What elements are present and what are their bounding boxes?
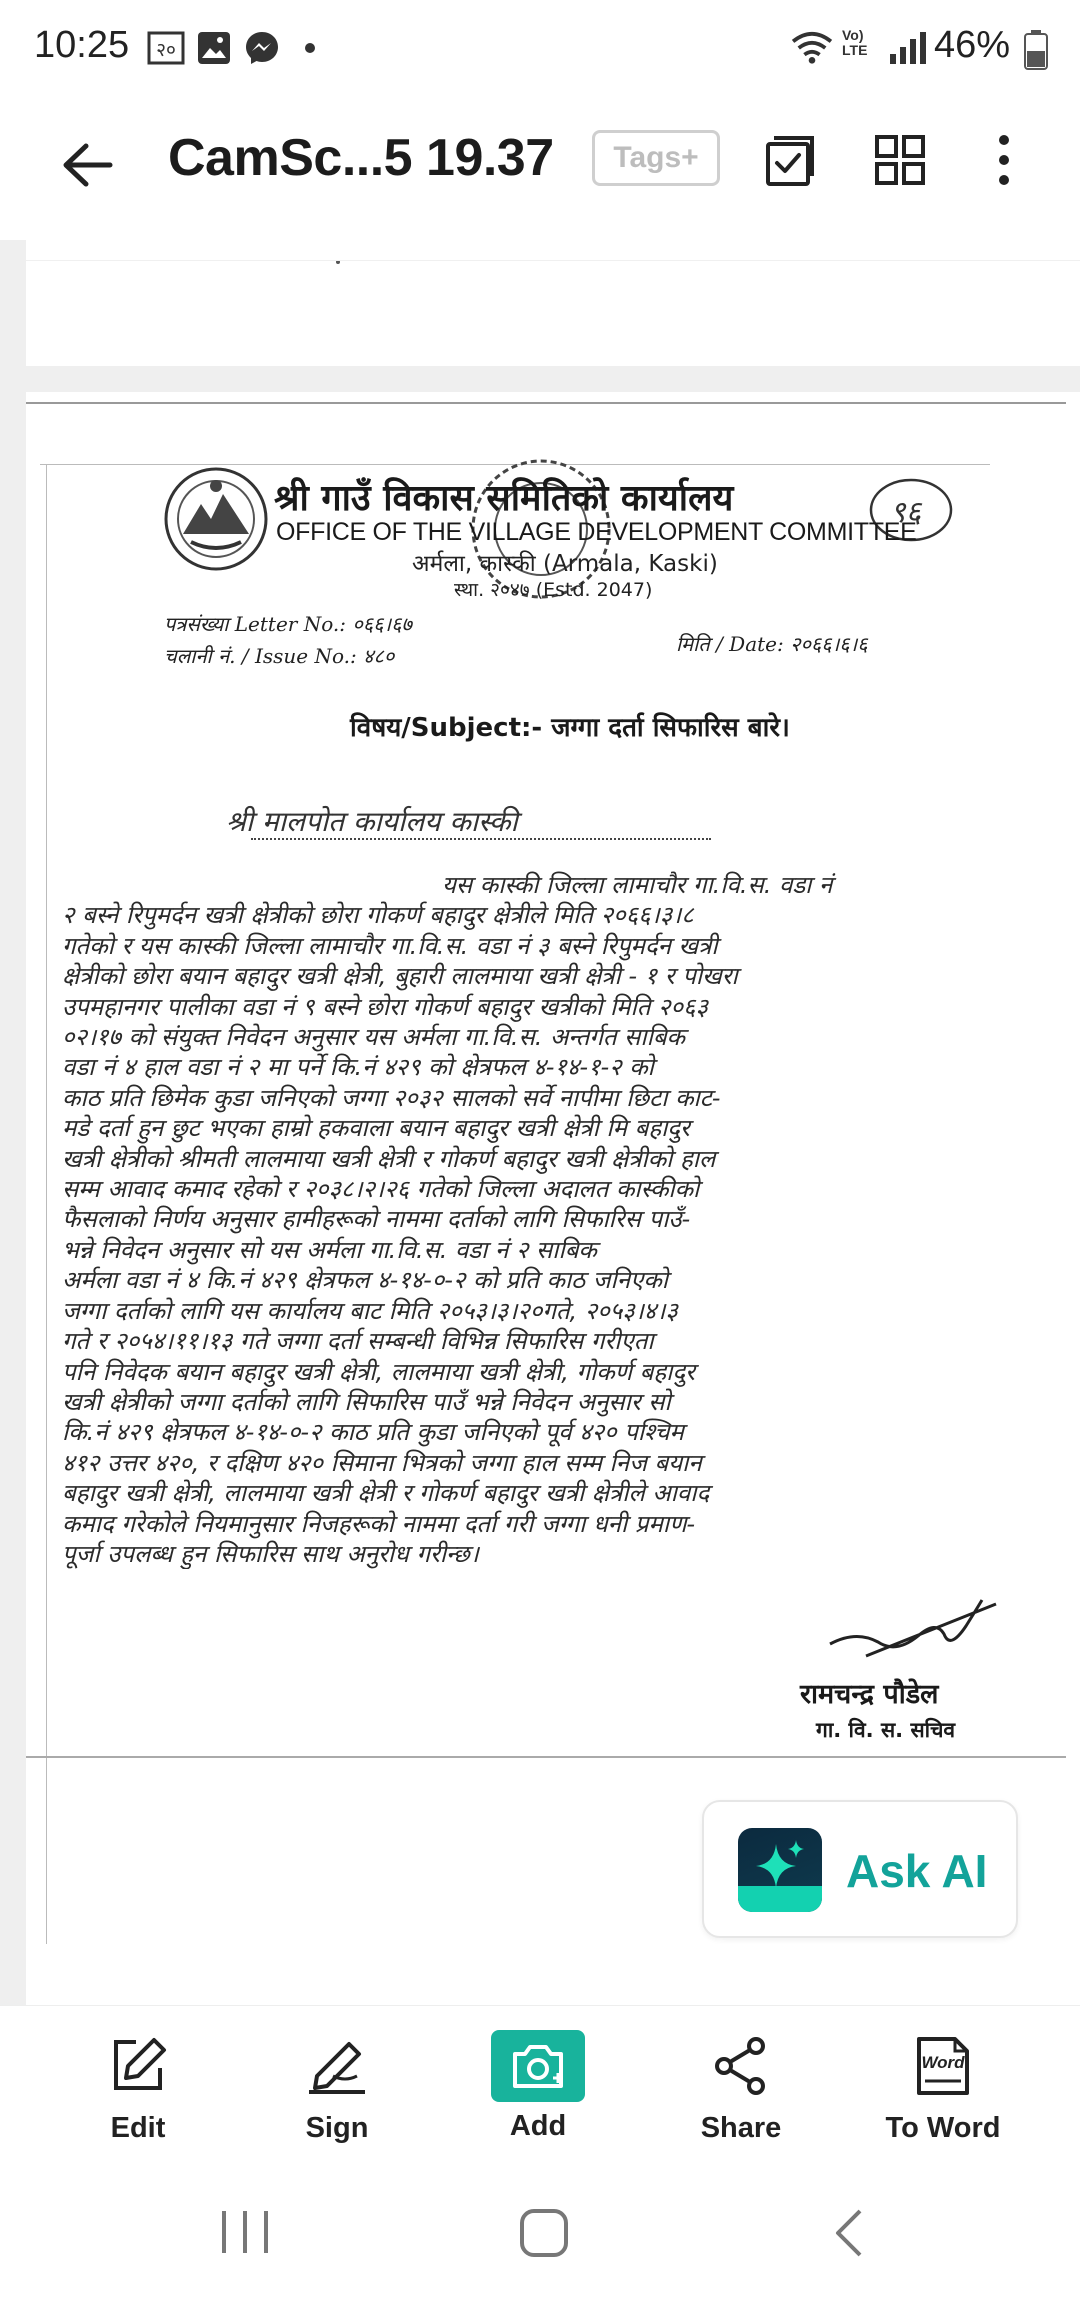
messenger-icon <box>244 30 280 66</box>
letter-subject: विषय/Subject:- जग्गा दर्ता सिफारिस बारे। <box>350 713 790 743</box>
wifi-icon <box>790 30 834 66</box>
letter-body-line: २ बस्ने रिपुमर्दन खत्री क्षेत्रीको छोरा गोकर्ण बहादुर क्षेत्रीले मिति २०६६।३।८ <box>62 901 694 930</box>
letter-body-line: वडा नं ४ हाल वडा नं २ मा पर्ने कि.नं ४२९ को क्षेत्रफल ४-१४-१-२ को <box>62 1053 654 1082</box>
grid-view-icon[interactable] <box>874 134 926 186</box>
svg-text:२०: २० <box>156 39 176 61</box>
nepal-emblem-icon <box>161 464 271 574</box>
edit-label: Edit <box>110 2112 166 2144</box>
status-bar <box>0 0 1080 100</box>
gallery-icon <box>196 30 232 66</box>
add-page-button[interactable] <box>458 2006 618 2156</box>
to-word-button[interactable] <box>863 2006 1023 2156</box>
system-nav-bar <box>0 2155 1080 2316</box>
letter-body-line: भन्ने निवेदन अनुसार सो यस अर्मला गा.वि.स. वडा नं २ साबिक <box>62 1235 597 1264</box>
letter-body-line: उपमहानगर पालीका वडा नं ९ बस्ने छोरा गोकर्ण बहादुर खत्रीको मिति २०६३ <box>62 992 708 1021</box>
sparkle-icon <box>738 1828 822 1912</box>
signatory-title: गा. वि. स. सचिव <box>816 1718 956 1742</box>
letter-body-line: मडे दर्ता हुन छुट भएका हाम्रो हकवाला बयान बहादुर खत्री क्षेत्री मि बहादुर <box>62 1114 690 1143</box>
share-button[interactable] <box>661 2006 821 2156</box>
back-arrow-icon[interactable] <box>60 138 114 192</box>
share-icon <box>712 2036 770 2096</box>
stamp-number: ९६ <box>890 495 922 530</box>
network-label: Vo) LTE <box>842 27 868 58</box>
letter-body-line: ०२।१७ को संयुक्त निवेदन अनुसार यस अर्मला गा.वि.स. अन्तर्गत साबिक <box>62 1023 685 1052</box>
sign-label: Sign <box>305 2112 369 2144</box>
recent-apps-icon[interactable] <box>218 2207 272 2257</box>
letter-body-line: कमाद गरेकोले नियमानुसार निजहरूको नाममा दर्ता गरी जग्गा धनी प्रमाण- <box>62 1509 696 1538</box>
document-title[interactable]: CamSc...5 19.37 <box>168 129 554 187</box>
select-check-icon[interactable] <box>764 132 820 188</box>
sign-button[interactable] <box>257 2006 417 2156</box>
letter-body-line: काठ प्रति छिमेक कुडा जनिएको जग्गा २०३२ सालको सर्वे नापीमा छिटा काट- <box>62 1083 721 1112</box>
sign-pen-icon <box>305 2036 369 2096</box>
back-nav-icon[interactable] <box>832 2207 866 2259</box>
letter-body-line: गते र २०५४।११।१३ गते जग्गा दर्ता सम्बन्धी विभिन्न सिफारिस गरीएता <box>62 1327 654 1356</box>
dot-icon <box>304 42 316 54</box>
letter-body-line: खत्री क्षेत्रीको श्रीमती लालमाया खत्री क्षेत्री र गोकर्ण बहादुर खत्री क्षेत्रीको हाल <box>62 1144 716 1173</box>
issue-number: चलानी नं. / Issue No.: ४८० <box>164 644 395 668</box>
letter-body-line: कि.नं ४२९ क्षेत्रफल ४-१४-०-२ काठ प्रति कुडा जनिएको पूर्व ४२० पश्चिम <box>62 1418 684 1447</box>
letter-body-line: जग्गा दर्ताको लागि यस कार्यालय बाट मिति २०५३।३।२०गते, २०५३।४।३ <box>62 1296 678 1325</box>
share-label: Share <box>700 2112 782 2144</box>
letter-addressee: श्री मालपोत कार्यालय कास्की <box>226 805 518 838</box>
letter-body-line: ४१२ उत्तर ४२०, र दक्षिण ४२० सिमाना भित्रको जग्गा हाल सम्म निज बयान <box>62 1448 702 1477</box>
bottom-toolbar <box>0 2005 1080 2156</box>
letter-body-line: अर्मला वडा नं ४ कि.नं ४२९ क्षेत्रफल ४-१४-०-२ को प्रति काठ जनिएको <box>62 1266 668 1295</box>
more-options-icon[interactable] <box>992 130 1016 190</box>
letter-body-line: यस कास्की जिल्ला लामाचौर गा.वि.स. वडा नं <box>442 871 833 899</box>
signal-icon <box>888 30 928 66</box>
sim-card-icon <box>146 30 186 66</box>
to-word-label: To Word <box>885 2112 1001 2144</box>
document-page[interactable] <box>26 392 1080 2005</box>
letter-body-line: सम्म आवाद कमाद रहेको र २०३८।२।२६ गतेको जिल्ला अदालत कास्कीको <box>62 1175 700 1204</box>
home-icon[interactable] <box>518 2207 570 2259</box>
letter-date: मिति / Date: २०६६।६।६ <box>676 632 868 656</box>
letter-body-line: गतेको र यस कास्की जिल्ला लामाचौर गा.वि.स. वडा नं ३ बस्ने रिपुमर्दन खत्री <box>62 931 718 960</box>
letter-body <box>62 870 1072 1569</box>
letter-number: पत्रसंख्या Letter No.: ०६६।६७ <box>164 612 412 636</box>
edit-icon <box>108 2036 168 2096</box>
letterhead-nepali: श्री गाउँ विकास समितिको कार्यालय <box>274 478 734 519</box>
add-camera-icon <box>509 2042 567 2090</box>
add-label: Add <box>509 2110 567 2142</box>
tags-button[interactable]: Tags+ <box>592 130 720 186</box>
ask-ai-label: Ask AI <box>846 1845 988 1897</box>
signatory-name: रामचन्द्र पौडेल <box>800 1679 939 1710</box>
previous-page-thumbnail[interactable] <box>26 240 1080 366</box>
established-year: स्था. २०४७ (Estd. 2047) <box>454 579 653 601</box>
letter-body-line: पनि निवेदक बयान बहादुर खत्री क्षेत्री, लालमाया खत्री क्षेत्री, गोकर्ण बहादुर <box>62 1357 695 1386</box>
letter-body-line: क्षेत्रीको छोरा बयान बहादुर खत्री क्षेत्री, बुहारी लालमाया खत्री क्षेत्री - १ र पोखरा <box>62 962 738 991</box>
letter-body-line: खत्री क्षेत्रीको जग्गा दर्ताको लागि सिफारिस पाउँ भन्ने निवेदन अनुसार सो <box>62 1387 671 1416</box>
word-badge: Word <box>921 2053 965 2072</box>
office-address: अर्मला, कास्की (Armala, Kaski) <box>412 551 718 577</box>
signature-scribble <box>826 1592 1006 1662</box>
letter-body-line: फैसलाको निर्णय अनुसार हामीहरूको नाममा दर्ताको लागि सिफारिस पाउँ- <box>62 1205 691 1234</box>
letter-body-line: पूर्जा उपलब्ध हुन सिफारिस साथ अनुरोध गरीन्छ। <box>62 1539 479 1568</box>
edit-button[interactable] <box>58 2006 218 2156</box>
letter-body-line: बहादुर खत्री क्षेत्री, लालमाया खत्री क्षेत्री र गोकर्ण बहादुर खत्री क्षेत्रीले आवाद <box>62 1479 710 1508</box>
battery-percent: 46% <box>934 24 1011 66</box>
ask-ai-button[interactable] <box>702 1800 1018 1938</box>
letterhead-english: OFFICE OF THE VILLAGE DEVELOPMENT COMMITTEE <box>276 518 917 546</box>
clock: 10:25 <box>34 24 130 66</box>
battery-icon <box>1024 30 1048 70</box>
